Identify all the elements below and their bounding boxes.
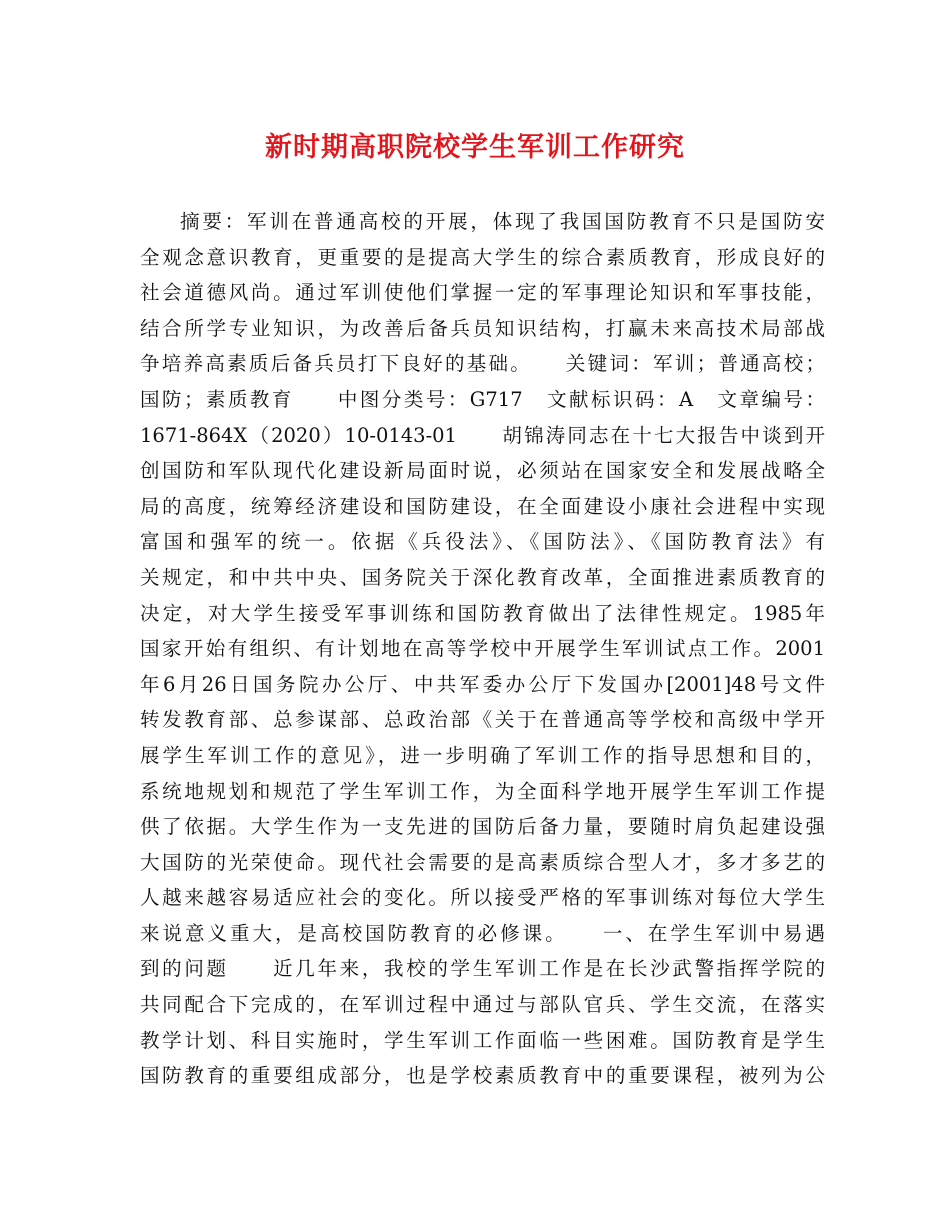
- body-line: 系统地规划和规范了学生军训工作，为全面科学地开展学生军训工作提: [140, 779, 825, 803]
- body-line: 关规定，和中共中央、国务院关于深化教育改革，全面推进素质教育的: [140, 565, 825, 589]
- body-line: 结合所学专业知识，为改善后备兵员知识结构，打赢未来高技术局部战: [140, 316, 825, 340]
- body-line: 社会道德风尚。通过军训使他们掌握一定的军事理论知识和军事技能，: [140, 281, 825, 305]
- body-line: 展学生军训工作的意见》，进一步明确了军训工作的指导思想和目的，: [140, 743, 825, 767]
- body-line: 到的问题 近几年来，我校的学生军训工作是在长沙武警指挥学院的: [140, 957, 825, 981]
- body-line: 国家开始有组织、有计划地在高等学校中开展学生军训试点工作。2001: [140, 637, 825, 661]
- body-line: 全观念意识教育，更重要的是提高大学生的综合素质教育，形成良好的: [140, 245, 825, 269]
- body-line: 创国防和军队现代化建设新局面时说，必须站在国家安全和发展战略全: [140, 459, 825, 483]
- body-line: 教学计划、科目实施时，学生军训工作面临一些困难。国防教育是学生: [140, 1028, 825, 1052]
- body-line: 共同配合下完成的，在军训过程中通过与部队官兵、学生交流，在落实: [140, 993, 825, 1017]
- body-line: 转发教育部、总参谋部、总政治部《关于在普通高等学校和高级中学开: [140, 708, 825, 732]
- body-line: 年6月26日国务院办公厅、中共军委办公厅下发国办[2001]48号文件: [140, 672, 825, 696]
- document-body: [140, 204, 825, 1094]
- body-line: 摘要：军训在普通高校的开展，体现了我国国防教育不只是国防安: [180, 210, 825, 233]
- body-line: 1671-864X（2020）10-0143-01 胡锦涛同志在十七大报告中谈到开: [140, 423, 825, 447]
- body-line: 决定，对大学生接受军事训练和国防教育做出了法律性规定。1985年: [140, 601, 825, 625]
- document-title: 新时期高职院校学生军训工作研究: [265, 132, 685, 163]
- body-line: 来说意义重大，是高校国防教育的必修课。 一、在学生军训中易遇: [140, 921, 825, 945]
- body-line: 国防；素质教育 中图分类号：G717 文献标识码：A 文章编号：: [140, 387, 825, 411]
- body-line: 局的高度，统筹经济建设和国防建设，在全面建设小康社会进程中实现: [140, 494, 825, 518]
- body-line: 争培养高素质后备兵员打下良好的基础。 关键词：军训；普通高校；: [140, 352, 825, 376]
- body-line: 富国和强军的统一。依据《兵役法》、《国防法》、《国防教育法》有: [140, 530, 825, 554]
- body-line: 人越来越容易适应社会的变化。所以接受严格的军事训练对每位大学生: [140, 886, 825, 910]
- body-line: 国防教育的重要组成部分，也是学校素质教育中的重要课程，被列为公: [140, 1064, 825, 1088]
- body-line: 大国防的光荣使命。现代社会需要的是高素质综合型人才，多才多艺的: [140, 850, 825, 874]
- body-line: 供了依据。大学生作为一支先进的国防后备力量，要随时肩负起建设强: [140, 815, 825, 839]
